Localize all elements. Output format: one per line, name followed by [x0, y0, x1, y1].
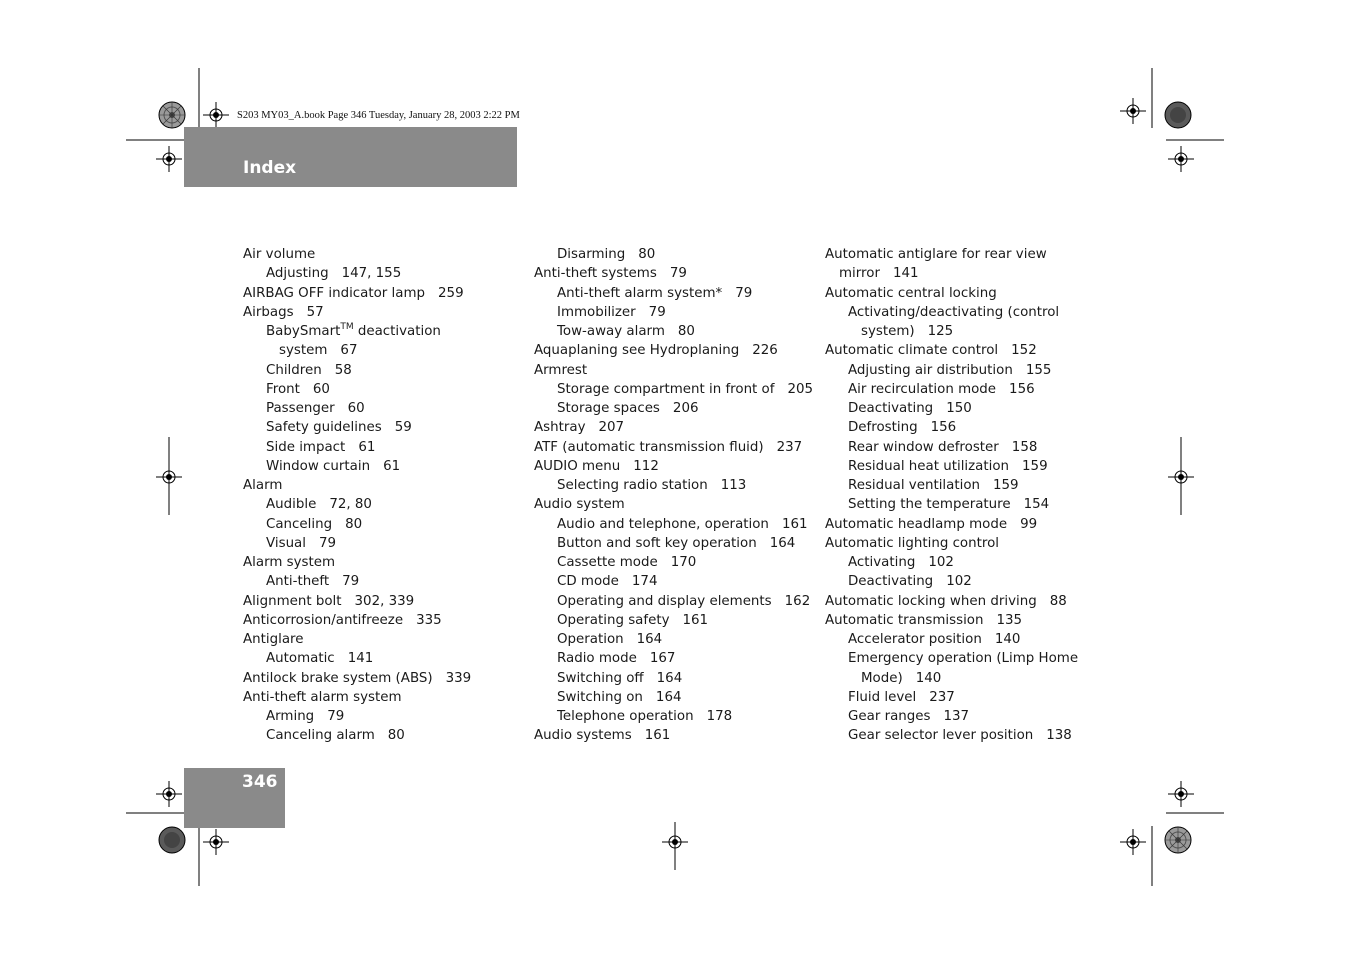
entry-page-ref: 61 [383, 458, 401, 474]
entry-term: Anti-theft systems [534, 266, 657, 282]
entry-term: Audio systems [534, 728, 632, 744]
entry-page-ref: 80 [387, 728, 405, 744]
entry-page-ref: 302, 339 [354, 593, 415, 609]
entry-page-ref: 113 [720, 478, 747, 493]
entry-term: Defrosting [848, 420, 918, 436]
entry-term: Air volume [243, 247, 316, 262]
entry-term: Operation [557, 632, 624, 647]
entry-page-ref: 80 [345, 516, 363, 532]
entry-term: ATF (automatic transmission fluid) [534, 439, 764, 455]
entry-term: Selecting radio station [557, 478, 708, 493]
registration-mark-icon [203, 829, 229, 859]
entry-term: Antilock brake system (ABS) [243, 670, 433, 686]
index-subentry [825, 688, 1078, 707]
index-subentry [243, 649, 471, 668]
index-subentry [243, 361, 471, 380]
index-entry [243, 688, 471, 707]
index-subentry [243, 438, 471, 457]
index-entry [534, 418, 813, 437]
entry-term: Airbags [243, 304, 294, 320]
index-subentry [825, 495, 1078, 514]
entry-page-ref: 164 [655, 689, 682, 705]
index-subentry [825, 418, 1078, 437]
entry-term: Anticorrosion/antifreeze [243, 612, 404, 628]
entry-term: Anti-theft [266, 574, 330, 590]
index-subentry [534, 669, 813, 688]
entry-term: Alarm system [243, 555, 336, 570]
index-subentry [534, 284, 813, 303]
entry-page-ref: 102 [946, 574, 972, 590]
entry-term: Automatic transmission [825, 612, 984, 628]
entry-term: Activating [848, 555, 916, 570]
entry-page-ref: 59 [394, 420, 412, 436]
entry-term: Alignment bolt [243, 593, 342, 609]
entry-term: Storage spaces [557, 401, 660, 416]
index-subentry [825, 572, 1078, 591]
entry-page-ref: 67 [340, 343, 358, 359]
index-entry [243, 553, 471, 572]
entry-page-ref: 60 [347, 401, 365, 416]
index-subentry [534, 592, 813, 611]
entry-term: Alarm [243, 478, 283, 493]
entry-term: Mode) [861, 670, 903, 686]
index-subentry [825, 707, 1078, 726]
entry-term: Automatic [266, 651, 335, 667]
entry-term: Switching on [557, 689, 643, 705]
entry-page-ref: 156 [930, 420, 957, 436]
entry-page-ref: 80 [638, 247, 656, 262]
index-entry [534, 264, 813, 283]
entry-term: Gear ranges [848, 709, 931, 724]
entry-term: Canceling alarm [266, 728, 375, 744]
entry-term: Setting the temperature [848, 497, 1011, 513]
index-subentry [825, 322, 1078, 341]
index-entry [243, 630, 471, 649]
color-wheel-icon [158, 101, 186, 133]
entry-term: Gear selector lever position [848, 728, 1034, 744]
entry-term: system [279, 343, 328, 359]
index-entry [243, 284, 471, 303]
entry-page-ref: 141 [892, 266, 919, 282]
registration-mark-icon [156, 146, 182, 176]
entry-term: AUDIO menu [534, 458, 621, 474]
entry-page-ref: 178 [706, 709, 733, 724]
index-entry [825, 245, 1078, 264]
entry-term: Adjusting [266, 266, 329, 282]
entry-page-ref: 79 [648, 304, 666, 320]
entry-term: Cassette mode [557, 555, 658, 570]
entry-term: system) [861, 324, 915, 339]
index-subentry [825, 726, 1078, 745]
entry-page-ref: 88 [1049, 593, 1067, 609]
entry-term: AIRBAG OFF indicator lamp [243, 285, 426, 301]
index-subentry [825, 457, 1078, 476]
entry-term: Automatic locking when driving [825, 593, 1037, 609]
entry-term: Side impact [266, 439, 346, 455]
index-subentry [534, 534, 813, 553]
entry-term: BabySmart [266, 324, 341, 339]
entry-page-ref: 125 [927, 324, 954, 339]
index-subentry [243, 341, 471, 360]
entry-page-ref: 164 [769, 535, 796, 551]
page-number-tab [184, 768, 285, 828]
index-subentry [825, 476, 1078, 495]
entry-term: Automatic climate control [825, 343, 999, 359]
entry-term: Operating and display elements [557, 593, 772, 609]
entry-term: Rear window defroster [848, 439, 999, 455]
registration-mark-icon [1120, 829, 1146, 859]
index-column-1 [243, 245, 471, 746]
index-subentry [825, 553, 1078, 572]
index-subentry [534, 553, 813, 572]
entry-page-ref: 205 [787, 381, 814, 397]
entry-term: Armrest [534, 362, 588, 378]
entry-term: Accelerator position [848, 632, 982, 647]
index-entry [243, 476, 471, 495]
entry-term: Front [266, 381, 300, 397]
entry-page-ref: 79 [342, 574, 360, 590]
index-subentry [243, 495, 471, 514]
entry-term: Deactivating [848, 401, 934, 416]
entry-term: Passenger [266, 401, 335, 416]
entry-term: CD mode [557, 574, 619, 590]
entry-term: Visual [266, 535, 306, 551]
index-entry [825, 515, 1078, 534]
entry-page-ref: 174 [631, 574, 658, 590]
entry-term: Immobilizer [557, 304, 636, 320]
entry-page-ref: 140 [994, 632, 1021, 647]
entry-term: Switching off [557, 670, 644, 686]
entry-page-ref: 154 [1023, 497, 1050, 513]
index-entry [534, 457, 813, 476]
entry-page-ref: 80 [677, 324, 695, 339]
index-subentry [243, 399, 471, 418]
index-subentry [534, 649, 813, 668]
entry-term: Residual ventilation [848, 478, 981, 493]
entry-page-ref: 164 [656, 670, 683, 686]
entry-page-ref: 155 [1025, 362, 1052, 378]
entry-term: Automatic headlamp mode [825, 516, 1008, 532]
entry-page-ref: 79 [318, 535, 337, 551]
index-subentry [243, 707, 471, 726]
registration-mark-icon [1168, 781, 1194, 811]
entry-term: Adjusting air distribution [848, 362, 1013, 378]
entry-page-ref: 162 [784, 593, 811, 609]
index-entry [243, 245, 471, 264]
entry-page-ref: 112 [633, 458, 659, 474]
entry-page-ref: 164 [636, 632, 663, 647]
entry-page-ref: 137 [943, 709, 970, 724]
index-entry [534, 726, 813, 745]
index-subentry [243, 534, 471, 553]
index-entry [534, 495, 813, 514]
index-entry [534, 341, 813, 360]
entry-page-ref: 158 [1011, 439, 1038, 455]
index-subentry [534, 572, 813, 591]
book-meta-line: S203 MY03_A.book Page 346 Tuesday, January 28, 2003 2:22 PM [237, 110, 520, 121]
entry-term: Tow-away alarm [557, 324, 665, 339]
index-column-3 [825, 245, 1078, 746]
index-subentry [534, 476, 813, 495]
registration-mark-icon [1168, 464, 1194, 494]
entry-page-ref: 167 [649, 651, 676, 667]
index-subentry [243, 515, 471, 534]
index-subentry [534, 611, 813, 630]
entry-page-ref: 159 [1022, 458, 1048, 474]
index-subentry [825, 630, 1078, 649]
entry-term: Storage compartment in front of [557, 381, 775, 397]
entry-term: Automatic lighting control [825, 535, 999, 551]
color-wheel-icon [1164, 826, 1192, 858]
entry-page-ref: 150 [946, 401, 972, 416]
registration-mark-icon [1168, 146, 1194, 176]
index-subentry [825, 380, 1078, 399]
entry-page-ref: 161 [644, 728, 671, 744]
entry-page-ref: 79 [669, 266, 687, 282]
index-subentry [534, 688, 813, 707]
entry-page-ref: 237 [929, 689, 955, 705]
entry-page-ref: 335 [416, 612, 442, 628]
registration-mark-icon [156, 464, 182, 494]
index-subentry [825, 361, 1078, 380]
index-entry [243, 592, 471, 611]
entry-page-ref: 72, 80 [329, 497, 372, 513]
entry-term: Window curtain [266, 458, 371, 474]
entry-term: Aquaplaning see Hydroplaning [534, 343, 740, 359]
entry-page-ref: 207 [598, 420, 625, 436]
entry-page-ref: 138 [1046, 728, 1072, 744]
entry-page-ref: 61 [358, 439, 376, 455]
entry-term: mirror [839, 266, 880, 282]
index-subentry [243, 572, 471, 591]
entry-term: Air recirculation mode [848, 381, 997, 397]
index-subentry [825, 303, 1078, 322]
index-subentry [243, 264, 471, 283]
entry-page-ref: 237 [776, 439, 803, 455]
entry-term: Fluid level [848, 689, 917, 705]
entry-term: Audible [266, 497, 317, 513]
page-number: 346 [242, 772, 278, 792]
entry-page-ref: 147, 155 [341, 266, 402, 282]
index-entry [825, 534, 1078, 553]
registration-mark-icon [662, 829, 688, 859]
entry-page-ref: 79 [327, 709, 345, 724]
index-entry [825, 611, 1078, 630]
index-subentry [825, 438, 1078, 457]
entry-term: Arming [266, 709, 315, 724]
entry-term: Anti-theft alarm system* [557, 285, 723, 301]
index-subentry [243, 457, 471, 476]
entry-term: Anti-theft alarm system [243, 689, 402, 705]
entry-term: Ashtray [534, 420, 586, 436]
entry-page-ref: 161 [682, 612, 709, 628]
index-subentry [534, 303, 813, 322]
index-subentry [534, 380, 813, 399]
index-subentry [825, 399, 1078, 418]
entry-page-ref: 226 [752, 343, 778, 359]
index-subentry [534, 399, 813, 418]
entry-term: Operating safety [557, 612, 670, 628]
entry-term: Children [266, 362, 322, 378]
index-subentry [534, 630, 813, 649]
index-entry [825, 341, 1078, 360]
entry-page-ref: 170 [670, 555, 697, 570]
index-column-2 [534, 245, 813, 746]
index-subentry [243, 380, 471, 399]
entry-page-ref: 135 [996, 612, 1023, 628]
entry-page-ref: 102 [928, 555, 954, 570]
registration-mark-icon [1120, 98, 1146, 128]
entry-page-ref: 206 [672, 401, 699, 416]
index-entry [825, 592, 1078, 611]
entry-term: Antiglare [243, 632, 304, 647]
index-subentry [243, 418, 471, 437]
entry-page-ref: 58 [334, 362, 352, 378]
entry-term: Audio system [534, 497, 625, 513]
entry-page-ref: 79 [735, 285, 753, 301]
entry-term: Button and soft key operation [557, 535, 757, 551]
entry-term: Automatic central locking [825, 285, 997, 301]
entry-term: Radio mode [557, 651, 637, 667]
index-entry [825, 284, 1078, 303]
entry-page-ref: 339 [445, 670, 472, 686]
index-subentry [534, 707, 813, 726]
registration-mark-icon [156, 781, 182, 811]
entry-page-ref: 152 [1011, 343, 1037, 359]
entry-page-ref: 159 [993, 478, 1019, 493]
entry-page-ref: 60 [312, 381, 330, 397]
index-subentry [243, 726, 471, 745]
index-entry [243, 303, 471, 322]
entry-page-ref: 57 [306, 304, 324, 320]
index-entry [534, 361, 813, 380]
trademark-superscript: TM [340, 322, 354, 332]
entry-page-ref: 156 [1009, 381, 1035, 397]
index-subentry [243, 322, 471, 341]
index-subentry [825, 264, 1078, 283]
section-title: Index [243, 158, 297, 178]
section-header-tab [184, 127, 517, 187]
index-subentry [825, 649, 1078, 668]
entry-term: Disarming [557, 247, 626, 262]
entry-term: Telephone operation [557, 709, 694, 724]
entry-term: Canceling [266, 516, 333, 532]
entry-term-suffix: deactivation [353, 324, 441, 339]
entry-term: Residual heat utilization [848, 458, 1010, 474]
entry-term: Automatic antiglare for rear view [825, 247, 1047, 262]
entry-page-ref: 161 [781, 516, 808, 532]
entry-page-ref: 141 [347, 651, 374, 667]
index-subentry [534, 245, 813, 264]
entry-page-ref: 259 [438, 285, 464, 301]
entry-term: Deactivating [848, 574, 934, 590]
entry-page-ref: 99 [1020, 516, 1038, 532]
index-entry [243, 611, 471, 630]
index-subentry [825, 669, 1078, 688]
entry-term: Audio and telephone, operation [557, 516, 769, 532]
color-wheel-icon [1164, 101, 1192, 133]
color-wheel-icon [158, 826, 186, 858]
entry-term: Activating/deactivating (control [848, 304, 1060, 320]
index-entry [243, 669, 471, 688]
index-entry [534, 438, 813, 457]
index-subentry [534, 322, 813, 341]
index-subentry [534, 515, 813, 534]
entry-term: Emergency operation (Limp Home [848, 651, 1079, 667]
entry-page-ref: 140 [915, 670, 942, 686]
entry-term: Safety guidelines [266, 420, 382, 436]
